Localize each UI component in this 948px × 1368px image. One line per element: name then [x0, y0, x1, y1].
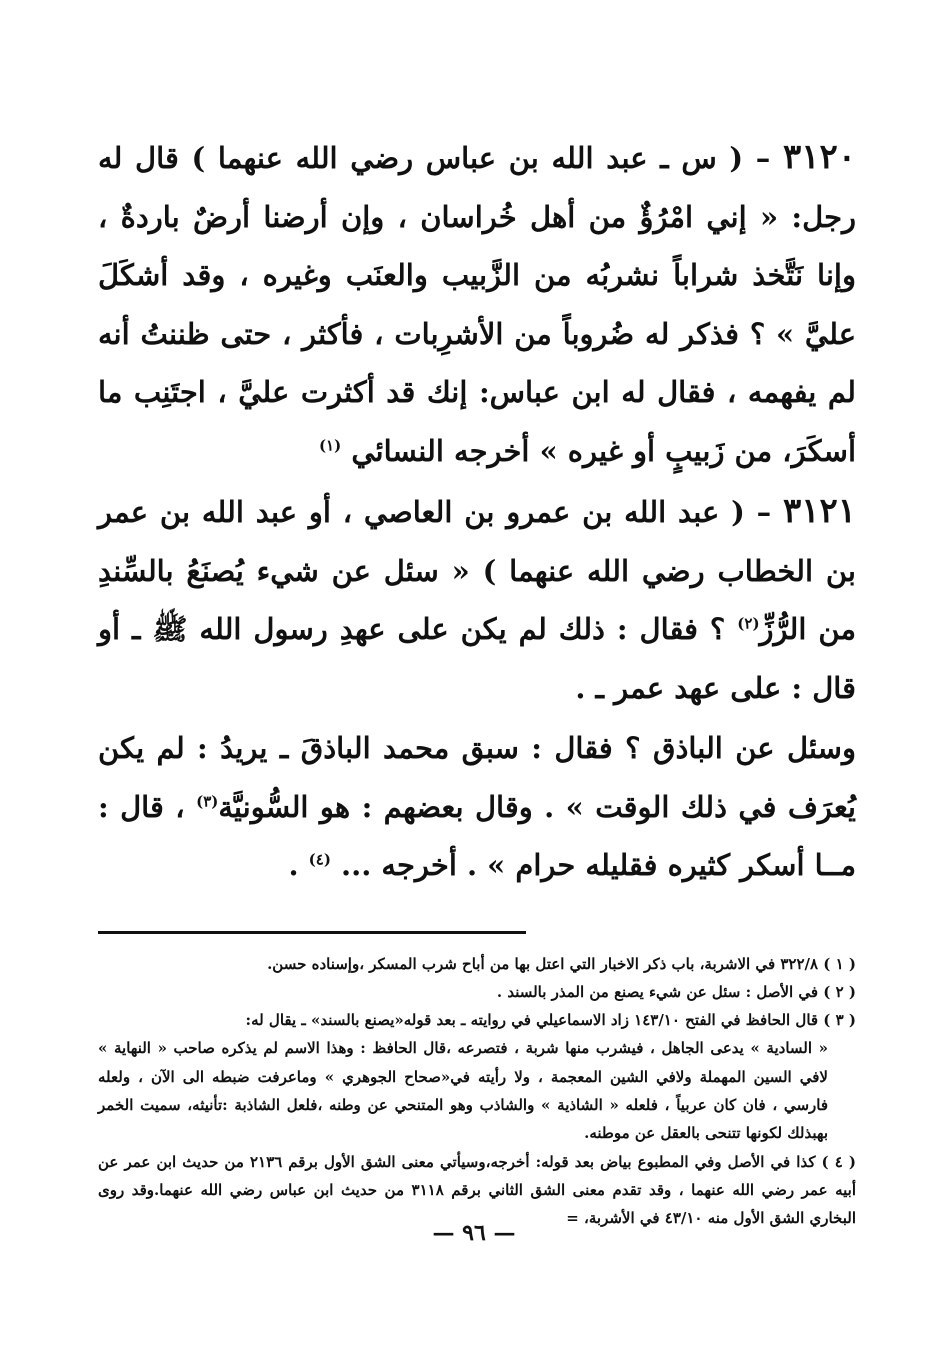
footnote-divider [98, 931, 526, 934]
paragraph-text-continued: ؟ فقال : ذلك لم يكن على عهدِ رسول الله ﷺ ـ أو قال : على عهد عمر ـ . [98, 612, 856, 705]
footnote-ref: (٤) [308, 850, 331, 869]
footnote-1: ( ١ ) ٣٢٢/٨ في الاشربة، باب ذكر الاخبار التي اعتل بها من أباح شرب المسكر ،وإسناده حسن. [267, 954, 856, 973]
page-number: — ٩٦ — [432, 1220, 516, 1246]
hadith-number: ٣١٢١ [782, 491, 856, 531]
footnote-3-continued: « السادية » يدعى الجاهل ، فيشرب منها شربة ، فتصرعه ،قال الحافظ : وهذا الاسم لم يذكره صاحب « النهاية » لافي السين المهملة ولافي الشين المعجمة ، ولا رأيته في«صحاح الجوهري » وماعرفت ضبطه الى الآن ، ولعله فارسي ، فان كان عربياً ، فلعله « الشاذية » والشاذب وهو المتنحي عن وطنه ،فلعل الشاذبة :تأنيثه، سميت الخمر بهبذلك لكونها تتنحى بالعقل عن موطنه. [98, 1039, 828, 1143]
footnote-ref: (١) [318, 435, 342, 454]
paragraph-badhiq [98, 719, 856, 895]
footnote-ref: (٣) [196, 791, 219, 810]
main-text [98, 128, 856, 895]
paragraph-text: – ( عبد الله بن عمرو بن العاصي ، أو عبد الله بن عمر بن الخطاب رضي الله عنهما ) « سئل عن شيء يُصنَعُ بالسِّندِ من الرُّزِّ [98, 495, 856, 646]
paragraph-3120 [98, 128, 856, 480]
paragraph-text-continued: ، قال : مــا أسكر كثيره فقليله حرام » . أخرجه ... [98, 789, 856, 882]
footnote-2: ( ٢ ) في الأصل : سئل عن شيء يصنع من المذر بالسند . [496, 982, 856, 1001]
paragraph-text: وسئل عن الباذق ؟ فقال : سبق محمد الباذقَ ـ يريدُ : لم يكن يُعرَف في ذلك الوقت » . وقال بعضهم : هو السُّونيَّة [98, 731, 856, 824]
paragraph-3121 [98, 482, 856, 717]
paragraph-text-end: . [288, 848, 309, 882]
footnote-ref: (٢) [737, 614, 760, 633]
footnote-4: ( ٤ ) كذا في الأصل وفي المطبوع بياض بعد قوله: أخرجه،وسيأتي معنى الشق الأول برقم ٢١٣٦ من حديث ابن عمر عن أبيه عمر رضي الله عنهما ، وقد تقدم معنى الشق الثاني برقم ٣١١٨ من حديث ابن عباس رضي الله عنهما.وقد روى البخاري الشق الأول منه ٤٣/١٠ في الأشربة، = [98, 1152, 856, 1228]
hadith-number: ٣١٢٠ [782, 137, 856, 177]
paragraph-text: – ( س ـ عبد الله بن عباس رضي الله عنهما ) قال له رجل: « إني امْرُؤٌ من أهل خُراسان ، وإن أرضنا أرضٌ باردةٌ ، وإنا نَتَّخذ شراباً نشربُه من الزَّبيب والعنَب وغيره ، وقد أشكَلَ عليَّ » ؟ فذكر له ضُروباً من الأشرِبات ، فأكثر ، حتى ظننتُ أنه لم يفهمه ، فقال له ابن عباس: إنك قد أكثرت عليَّ ، اجتَنِب ما أسكَرَ، من زَبيبٍ أو غيره » أخرجه النسائي [98, 141, 856, 468]
footnote-3: ( ٣ ) قال الحافظ في الفتح ١٤٣/١٠ زاد الاسماعيلي في روايته ـ بعد قوله«يصنع بالسند» ـ يقال له: [245, 1011, 856, 1030]
footnotes [98, 950, 856, 1233]
